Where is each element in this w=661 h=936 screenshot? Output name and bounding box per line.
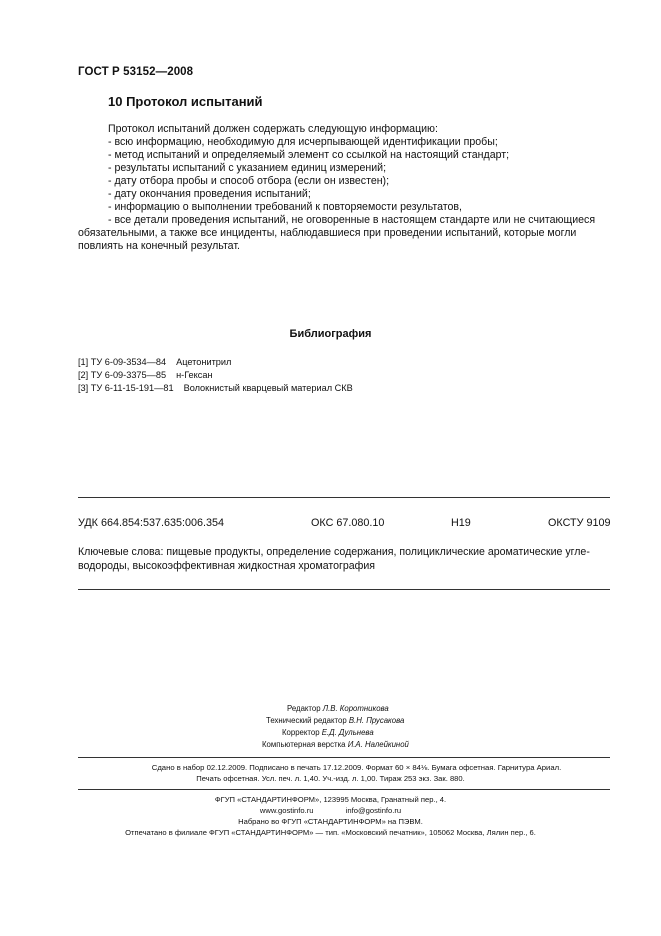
list-item: - информацию о выполнении требований к повторяемости результатов, [108, 201, 462, 213]
publisher-contacts [0, 806, 661, 815]
publisher-website[interactable]: www.gostinfo.ru [259, 806, 314, 815]
list-item: - всю информацию, необходимую для исчерпывающей идентификации пробы; [108, 136, 498, 148]
staff-role: Технический редактор [266, 716, 347, 725]
keywords-line: Ключевые слова: пищевые продукты, определение содержания, полициклические ароматические угле- [78, 546, 590, 558]
divider [78, 497, 610, 498]
staff-name: В.Н. Прусакова [348, 716, 405, 725]
bibliography-entry [78, 383, 353, 393]
publisher-printing: Отпечатано в филиале ФГУП «СТАНДАРТИНФОРМ» — тип. «Московский печатник», 105062 Москва, Лялин пер., 6. [125, 828, 536, 837]
staff-line [287, 704, 389, 713]
udk-code: УДК 664.854:537.635:006.354 [78, 517, 225, 529]
divider [78, 757, 610, 758]
staff-line [282, 728, 374, 737]
staff-line [266, 716, 404, 725]
publisher-address: ФГУП «СТАНДАРТИНФОРМ», 123995 Москва, Гранатный пер., 4. [214, 795, 447, 804]
staff-name: И.А. Налейкиной [347, 740, 409, 749]
bibliography-title: Библиография [289, 328, 372, 340]
bibliography-name: Волокнистый кварцевый материал СКВ [183, 383, 353, 393]
bibliography-entry [78, 370, 213, 380]
bibliography-entry [78, 357, 231, 367]
divider [78, 789, 610, 790]
list-item-continuation: повлиять на конечный результат. [78, 240, 240, 252]
okstu-code: ОКСТУ 9109 [548, 517, 611, 529]
staff-line [262, 740, 409, 749]
section-title: 10 Протокол испытаний [108, 94, 263, 109]
staff-role: Корректор [282, 728, 320, 737]
keywords-line: водороды, высокоэффективная жидкостная хроматография [78, 560, 376, 572]
staff-name: Е.Д. Дульнева [321, 728, 374, 737]
list-item-continuation: обязательными, а также все инциденты, наблюдавшиеся при проведении испытаний, которые могли [78, 227, 577, 239]
list-item: - дату окончания проведения испытаний; [108, 188, 311, 200]
category-code: Н19 [451, 517, 471, 529]
bibliography-ref: [3] ТУ 6-11-15-191—81 [78, 383, 174, 393]
oks-code: ОКС 67.080.10 [311, 517, 385, 529]
list-item: - дату отбора пробы и способ отбора (если он известен); [108, 175, 390, 187]
bibliography-ref: [2] ТУ 6-09-3375—85 [78, 370, 167, 380]
section-intro: Протокол испытаний должен содержать следующую информацию: [108, 123, 438, 135]
bibliography-ref: [1] ТУ 6-09-3534—84 [78, 357, 167, 367]
bibliography-name: н-Гексан [176, 370, 213, 380]
list-item: - результаты испытаний с указанием единиц измерений; [108, 162, 387, 174]
bibliography-name: Ацетонитрил [176, 357, 232, 367]
publisher-email[interactable]: info@gostinfo.ru [345, 806, 402, 815]
print-info-line: Печать офсетная. Усл. печ. л. 1,40. Уч.-изд. л. 1,00. Тираж 253 экз. Зак. 880. [196, 774, 465, 783]
divider [78, 589, 610, 590]
staff-name: Л.В. Коротникова [322, 704, 389, 713]
staff-role: Редактор [287, 704, 321, 713]
staff-role: Компьютерная верстка [262, 740, 346, 749]
publisher-typesetting: Набрано во ФГУП «СТАНДАРТИНФОРМ» на ПЭВМ. [238, 817, 423, 826]
list-item: - метод испытаний и определяемый элемент со ссылкой на настоящий стандарт; [108, 149, 510, 161]
list-item: - все детали проведения испытаний, не оговоренные в настоящем стандарте или не считающиеся [108, 214, 596, 226]
print-info-line: Сдано в набор 02.12.2009. Подписано в печать 17.12.2009. Формат 60 × 84⅛. Бумага офсетная. Гарнитура Ариал. [151, 763, 562, 772]
document-standard-number: ГОСТ Р 53152—2008 [78, 66, 194, 78]
